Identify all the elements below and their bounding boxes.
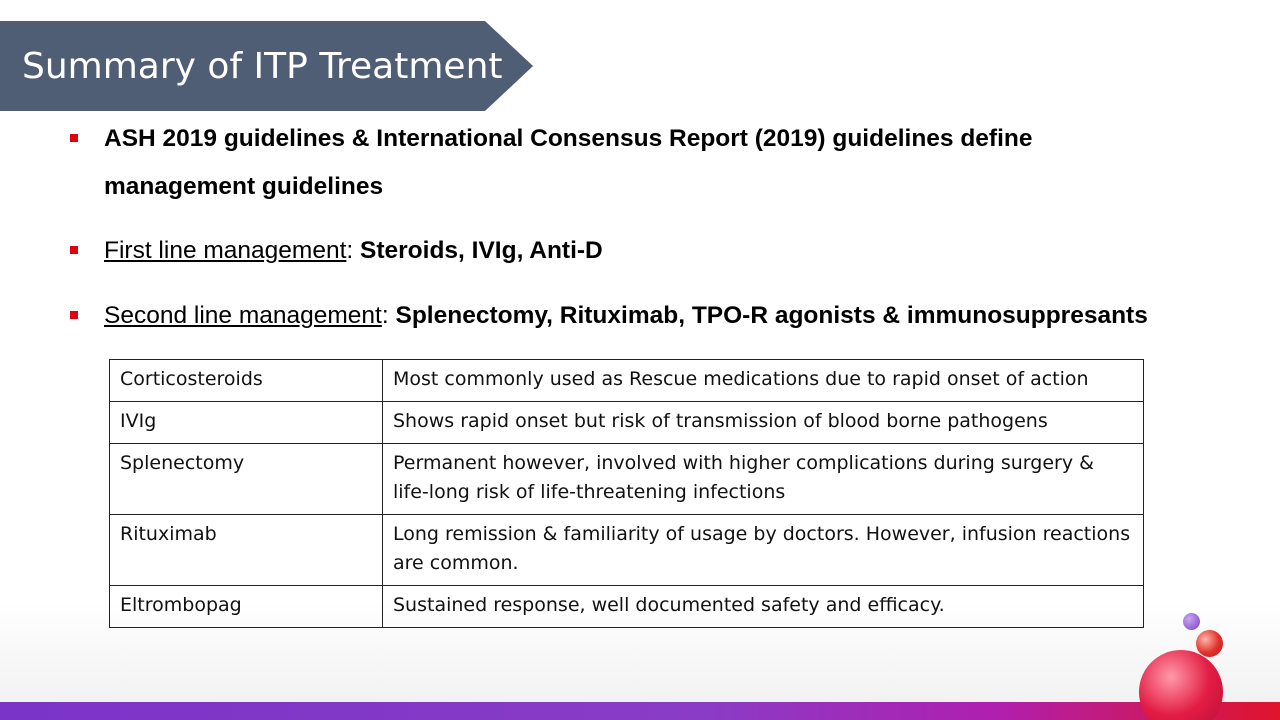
table-row <box>110 444 1144 515</box>
bullet-marker <box>70 246 78 254</box>
second-line-value: Splenectomy, Rituximab, TPO-R agonists & immunosuppresants <box>395 302 1148 329</box>
treatment-cell: Splenectomy <box>110 444 383 515</box>
bullet-marker <box>70 134 78 142</box>
description-cell: Shows rapid onset but risk of transmission of blood borne pathogens <box>383 402 1144 444</box>
table-row <box>110 515 1144 586</box>
decorative-sphere-icon <box>1183 613 1200 630</box>
slide-title: Summary of ITP Treatment <box>22 46 503 87</box>
bullet-marker <box>70 311 78 319</box>
description-cell: Most commonly used as Rescue medications due to rapid onset of action <box>383 360 1144 402</box>
description-cell: Sustained response, well documented safety and efficacy. <box>383 586 1144 628</box>
treatment-table <box>109 359 1144 628</box>
second-line-label: Second line management <box>104 302 382 329</box>
bullet-guidelines-line1: ASH 2019 guidelines & International Consensus Report (2019) guidelines define <box>104 125 1033 152</box>
treatment-cell: Rituximab <box>110 515 383 586</box>
footer-gradient-bar <box>0 702 1280 720</box>
bullet-first-line <box>104 236 603 266</box>
second-line-separator: : <box>381 302 396 329</box>
table-row <box>110 402 1144 444</box>
bullet-second-line <box>104 301 1148 331</box>
table-row <box>110 586 1144 628</box>
treatment-cell: IVIg <box>110 402 383 444</box>
first-line-label: First line management <box>104 237 347 264</box>
first-line-separator: : <box>346 237 361 264</box>
treatment-cell: Corticosteroids <box>110 360 383 402</box>
decorative-sphere-icon <box>1196 630 1223 657</box>
bullet-guidelines-line2: management guidelines <box>104 173 384 200</box>
description-cell: Long remission & familiarity of usage by doctors. However, infusion reactions are common. <box>383 515 1144 586</box>
treatment-cell: Eltrombopag <box>110 586 383 628</box>
description-cell: Permanent however, involved with higher complications during surgery & life-long risk of life-threatening infections <box>383 444 1144 515</box>
table-row <box>110 360 1144 402</box>
first-line-value: Steroids, IVIg, Anti-D <box>360 237 603 264</box>
